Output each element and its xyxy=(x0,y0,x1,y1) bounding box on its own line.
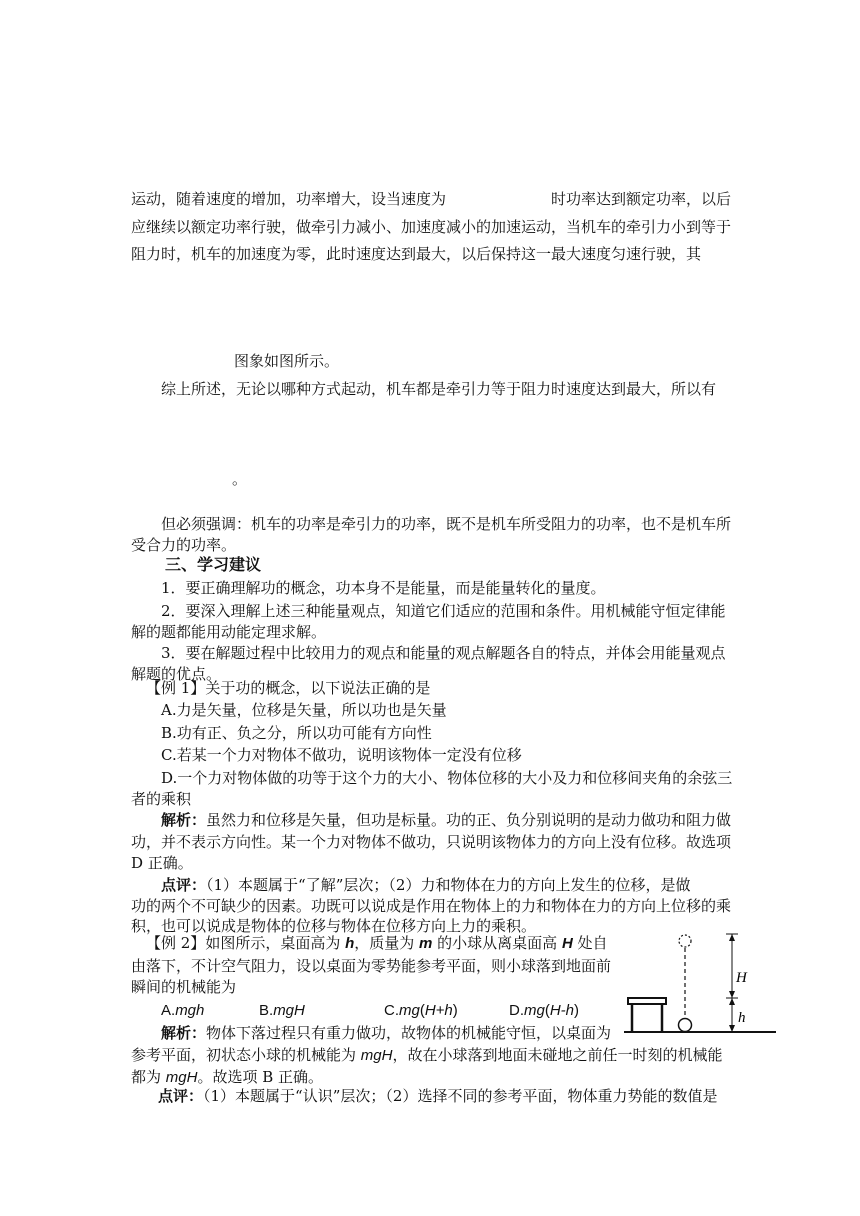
comment-line xyxy=(158,1086,717,1106)
analysis-line xyxy=(161,1023,611,1043)
text-line: 综上所述，无论以哪种方式起动，机车都是牵引力等于阻力时速度达到最大，所以有 xyxy=(161,380,717,398)
var-m: m xyxy=(419,935,433,952)
analysis-line xyxy=(131,1045,722,1066)
analysis-expr: mgH xyxy=(165,1069,198,1086)
analysis-line: 功，并不表示方向性。某一个力对物体不做功，只说明该物体力的方向上没有位移。故选项 xyxy=(131,833,732,851)
comment-line: 功的两个不可缺少的因素。功既可以说成是作用在物体上的力和物体在力的方向上位移的乘 xyxy=(131,897,732,915)
option-letter: B. xyxy=(259,1002,274,1019)
arrow-icon xyxy=(729,998,735,1005)
option-expr: mg xyxy=(399,1002,420,1019)
analysis-line xyxy=(161,810,731,830)
analysis-label: 解析： xyxy=(161,1024,207,1042)
option-expr: ( xyxy=(419,1002,425,1019)
example-2-question xyxy=(146,933,608,954)
text-line: 受合力的功率。 xyxy=(131,536,237,554)
example-label: 【例 1】 xyxy=(146,679,206,697)
ball xyxy=(679,1019,692,1032)
option-a xyxy=(161,1001,204,1021)
list-item: 2．要深入理解上述三种能量观点，知道它们适应的范围和条件。用机械能守恒定律能 xyxy=(161,602,726,620)
option-expr: H+h xyxy=(424,1002,453,1019)
example-label: 【例 2】 xyxy=(146,934,206,952)
text-line: 运动，随着速度的增加，功率增大，设当速度为 xyxy=(131,190,447,208)
comment-label: 点评： xyxy=(158,1087,204,1105)
section-heading: 三、学习建议 xyxy=(165,555,262,574)
text-line: 阻力时，机车的加速度为零，此时速度达到最大，以后保持这一最大速度匀速行驶，其 xyxy=(131,245,702,263)
comment-line: 积，也可以说成是物体的位移与物体在位移方向上力的乘积。 xyxy=(131,917,537,935)
falling-ball-figure xyxy=(620,930,780,1040)
analysis-text: 都为 xyxy=(131,1068,166,1086)
list-item: 解题的优点。 xyxy=(131,665,222,683)
option-d-cont: 者的乘积 xyxy=(131,790,192,808)
arrow-icon xyxy=(729,991,735,998)
list-item: 解的题都能用动能定理求解。 xyxy=(131,623,327,641)
question-text: 的小球从离桌面高 xyxy=(432,934,562,952)
option-b xyxy=(259,1001,305,1021)
example-1-question xyxy=(146,678,430,698)
text-line: 时功率达到额定功率，以后 xyxy=(551,190,732,208)
label-H: H xyxy=(736,970,747,986)
list-item: 1．要正确理解功的概念，功本身不是能量，而是能量转化的量度。 xyxy=(161,579,606,597)
analysis-text: ，故在小球落到地面未碰地之前任一时刻的机械能 xyxy=(392,1046,723,1064)
option-b: B.功有正、负之分，所以功可能有方向性 xyxy=(161,724,432,742)
arrow-icon xyxy=(729,1025,735,1032)
analysis-text: 参考平面，初状态小球的机械能为 xyxy=(131,1046,361,1064)
start-ball xyxy=(679,935,691,947)
comment-text: （1）本题属于“了解”层次；（2）力和物体在力的方向上发生的位移，是做 xyxy=(206,876,691,894)
question-line: 由落下，不计空气阻力，设以桌面为零势能参考平面，则小球落到地面前 xyxy=(131,957,612,975)
question-text: 如图所示，桌面高为 xyxy=(205,934,346,952)
table-top xyxy=(628,998,666,1004)
text-line: 但必须强调：机车的功率是牵引力的功率，既不是机车所受阻力的功率，也不是机车所 xyxy=(161,515,732,533)
option-expr: mgh xyxy=(175,1002,205,1019)
option-expr: mgH xyxy=(273,1002,305,1019)
analysis-text: 虽然力和位移是矢量，但功是标量。功的正、负分别说明的是动力做功和阻力做 xyxy=(206,811,732,829)
text-line: 图象如图所示。 xyxy=(234,352,340,370)
analysis-expr: mgH xyxy=(360,1047,393,1064)
list-item: 3．要在解题过程中比较用力的观点和能量的观点解题各自的特点，并体会用能量观点 xyxy=(161,644,726,662)
option-d: D.一个力对物体做的功等于这个力的大小、物体位移的大小及力和位移间夹角的余弦三 xyxy=(161,769,733,787)
option-expr: ) xyxy=(574,1002,580,1019)
question-text: ，质量为 xyxy=(354,934,420,952)
option-a: A.力是矢量，位移是矢量，所以功也是矢量 xyxy=(161,701,447,719)
var-h: h xyxy=(345,935,355,952)
option-letter: A. xyxy=(161,1002,176,1019)
question-text: 关于功的概念，以下说法正确的是 xyxy=(205,679,431,697)
text-line: 应继续以额定功率行驶，做牵引力减小、加速度减小的加速运动，当机车的牵引力小到等于 xyxy=(131,218,732,236)
analysis-line xyxy=(131,1067,323,1088)
option-expr: H-h xyxy=(549,1002,575,1019)
arrow-icon xyxy=(729,934,735,941)
comment-label: 点评： xyxy=(161,876,207,894)
analysis-text: 。故选项 B 正确。 xyxy=(197,1068,324,1086)
var-H: H xyxy=(561,935,573,952)
option-letter: C. xyxy=(384,1002,399,1019)
comment-line xyxy=(161,875,690,895)
option-expr: ( xyxy=(544,1002,550,1019)
question-line: 瞬间的机械能为 xyxy=(131,978,237,996)
analysis-line: D 正确。 xyxy=(131,854,193,872)
option-expr: ) xyxy=(452,1002,458,1019)
text-line: 。 xyxy=(232,470,248,488)
option-c xyxy=(384,1001,458,1021)
option-letter: D. xyxy=(509,1002,524,1019)
analysis-text: 物体下落过程只有重力做功，故物体的机械能守恒，以桌面为 xyxy=(206,1024,612,1042)
comment-text: （1）本题属于“认识”层次；（2）选择不同的参考平面，物体重力势能的数值是 xyxy=(203,1087,718,1105)
question-text: 处自 xyxy=(572,934,608,952)
option-expr: mg xyxy=(524,1002,545,1019)
option-d xyxy=(509,1001,579,1021)
option-c: C.若某一个力对物体不做功，说明该物体一定没有位移 xyxy=(161,746,522,764)
analysis-label: 解析： xyxy=(161,811,207,829)
label-h: h xyxy=(738,1010,746,1026)
